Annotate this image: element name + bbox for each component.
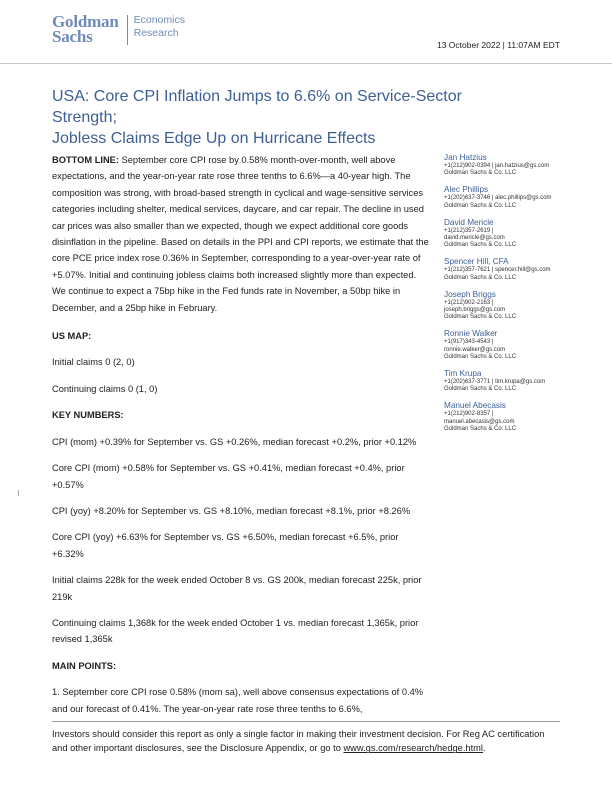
key-number-item: Core CPI (yoy) +6.63% for September vs. GS +6.50%, median forecast +6.5%, prior +6.32% bbox=[52, 532, 399, 559]
author-firm: Goldman Sachs & Co. LLC bbox=[444, 170, 517, 177]
report-date: 13 October 2022 | 11:07AM EDT bbox=[436, 40, 560, 50]
author-firm: Goldman Sachs & Co. LLC bbox=[444, 274, 517, 281]
department-line-2: Research bbox=[133, 27, 179, 39]
author-firm: Goldman Sachs & Co. LLC bbox=[444, 386, 517, 393]
author-entry bbox=[444, 329, 574, 361]
author-firm: Goldman Sachs & Co. LLC bbox=[444, 314, 517, 321]
bottom-line-text: September core CPI rose by 0.58% month-over-month, well above expectations, and the year-on-year rate rose three tenths to 6.6%—a 40-year high. The composition was strong, with broad-based strength in cyclical and wage-sensitive services categories including shelter, medical services, daycare, and car repair. The decline in used car prices was also smaller than we expected, though we expect additional core goods disinflation in the pipeline. Based on details in the PPI and CPI reports, we estimate that the core PCE price index rose 0.36% in September, corresponding to a year-over-year rate of +5.07%. Initial and continuing jobless claims both increased slightly more than expected. We continue to expect a 75bp hike in the Fed funds rate in November, a 50bp hike in December, and a 25bp hike in February. bbox=[52, 155, 429, 313]
department-label bbox=[134, 14, 185, 40]
disclosure-footer bbox=[52, 727, 562, 756]
department-line-1: Economics bbox=[133, 14, 185, 26]
footer-divider bbox=[52, 721, 560, 722]
author-entry bbox=[444, 153, 574, 177]
key-number-item: Core CPI (mom) +0.58% for September vs. GS +0.41%, median forecast +0.4%, prior +0.57% bbox=[52, 463, 405, 490]
main-point-item: 1. September core CPI rose 0.58% (mom sa), well above consensus expectations of 0.4% and our forecast of 0.41%. The year-on-year rate rose three tenths to 6.6%, bbox=[52, 687, 424, 714]
author-entry bbox=[444, 185, 574, 209]
author-contact: +1(212)902-0394 | jan.hatzius@gs.com bbox=[444, 163, 550, 169]
us-map-item: Continuing claims 0 (1, 0) bbox=[52, 383, 158, 394]
author-email: manuel.abecasis@gs.com bbox=[444, 418, 515, 425]
logo-wordmark bbox=[52, 14, 119, 44]
title-line-2: Jobless Claims Edge Up on Hurricane Effects bbox=[52, 130, 376, 147]
author-phone: +1(212)357-2619 | bbox=[444, 227, 494, 234]
author-contact: +1(212)357-7621 | spencer.hill@gs.com bbox=[444, 267, 551, 274]
us-map-item: Initial claims 0 (2, 0) bbox=[52, 357, 135, 368]
author-phone: +1(917)343-4543 | bbox=[444, 339, 494, 346]
author-firm: Goldman Sachs & Co. LLC bbox=[444, 425, 517, 432]
bottom-line-label: BOTTOM LINE: bbox=[52, 155, 119, 165]
report-title bbox=[52, 86, 522, 149]
key-number-item: CPI (mom) +0.39% for September vs. GS +0.26%, median forecast +0.2%, prior +0.12% bbox=[52, 436, 417, 447]
author-firm: Goldman Sachs & Co. LLC bbox=[444, 202, 517, 209]
author-firm: Goldman Sachs & Co. LLC bbox=[444, 242, 517, 249]
bottom-line-paragraph bbox=[52, 152, 432, 316]
disclosure-end: . bbox=[482, 743, 486, 754]
author-entry bbox=[444, 369, 574, 393]
author-contact: +1(202)637-3771 | tim.krupa@gs.com bbox=[444, 379, 546, 386]
header-divider bbox=[0, 63, 612, 64]
author-entry bbox=[444, 257, 574, 281]
author-name: Tim Krupa bbox=[444, 369, 482, 379]
author-name: Joseph Briggs bbox=[444, 289, 496, 299]
key-number-item: Initial claims 228k for the week ended October 8 vs. GS 200k, median forecast 225k, prior 219k bbox=[52, 575, 422, 602]
goldman-sachs-logo bbox=[52, 14, 185, 45]
report-body bbox=[52, 152, 432, 727]
disclosure-link[interactable]: www.gs.com/research/hedge.html bbox=[343, 743, 483, 754]
key-number-item: Continuing claims 1,368k for the week ended October 1 vs. median forecast 1,365k, prior revised 1,365k bbox=[52, 617, 419, 645]
author-contact: +1(202)637-3746 | alec.phillips@gs.com bbox=[444, 195, 552, 202]
author-name: Alec Phillips bbox=[444, 185, 489, 195]
logo-line-1: Goldman bbox=[52, 12, 119, 31]
title-line-1: USA: Core CPI Inflation Jumps to 6.6% on Service-Sector Strength; bbox=[52, 88, 462, 126]
key-numbers-heading: KEY NUMBERS: bbox=[52, 410, 124, 421]
author-email: david.mericle@gs.com bbox=[444, 235, 505, 242]
author-phone: +1(212)902-8357 | bbox=[444, 411, 494, 418]
author-name: David Mericle bbox=[444, 217, 494, 227]
us-map-heading: US MAP: bbox=[52, 331, 92, 342]
author-name: Jan Hatzius bbox=[444, 153, 487, 162]
author-firm: Goldman Sachs & Co. LLC bbox=[444, 353, 517, 360]
author-name: Ronnie Walker bbox=[444, 329, 498, 339]
key-number-item: CPI (yoy) +8.20% for September vs. GS +8.10%, median forecast +8.1%, prior +8.26% bbox=[52, 505, 411, 516]
margin-mark bbox=[18, 490, 19, 496]
author-entry bbox=[444, 401, 574, 433]
author-email: joseph.briggs@gs.com bbox=[444, 307, 506, 314]
logo-divider bbox=[127, 15, 128, 45]
author-entry bbox=[444, 290, 574, 322]
author-name: Manuel Abecasis bbox=[444, 401, 506, 411]
logo-line-2: Sachs bbox=[52, 27, 93, 46]
author-entry bbox=[444, 218, 574, 250]
main-points-heading: MAIN POINTS: bbox=[52, 660, 117, 671]
disclosure-text: Investors should consider this report as only a single factor in making their investment decision. For Reg AC certification and other important disclosures, see the Disclosure Appendix, or go to bbox=[52, 729, 545, 754]
authors-sidebar bbox=[444, 153, 574, 441]
author-email: ronnie.walker@gs.com bbox=[444, 346, 506, 353]
author-name: Spencer Hill, CFA bbox=[444, 257, 509, 267]
author-phone: +1(212)902-2163 | bbox=[444, 299, 494, 306]
